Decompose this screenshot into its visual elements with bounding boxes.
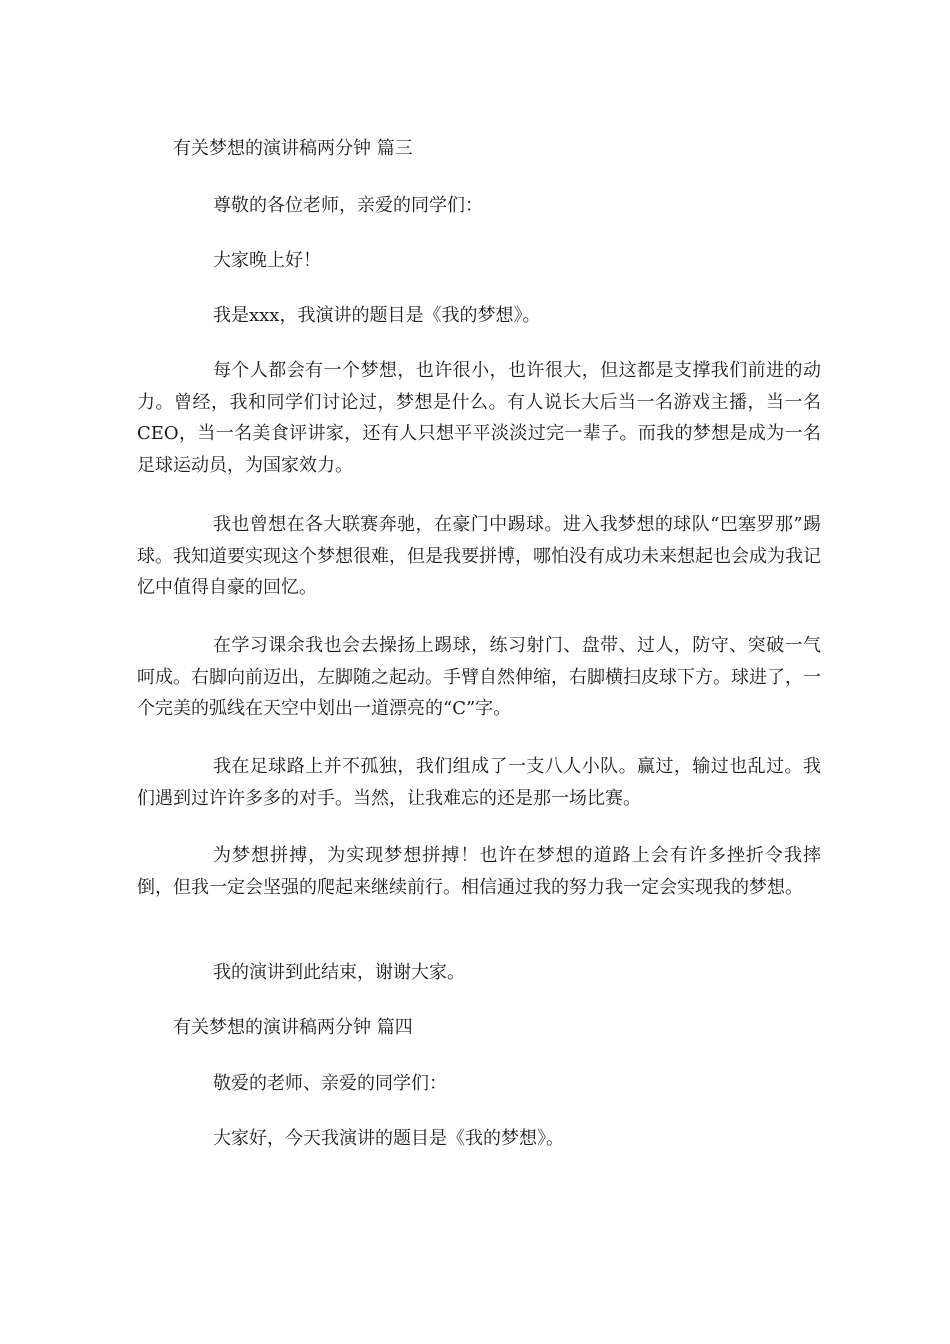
section-3-title: 有关梦想的演讲稿两分钟 篇三 (173, 138, 413, 159)
section-4-title: 有关梦想的演讲稿两分钟 篇四 (173, 1017, 413, 1038)
section-4-greeting: 大家好，今天我演讲的题目是《我的梦想》。 (213, 1128, 564, 1149)
section-3-greeting: 大家晚上好！ (213, 250, 321, 271)
section-3-paragraph-2: 我也曾想在各大联赛奔驰，在豪门中踢球。进入我梦想的球队“巴塞罗那”踢球。我知道要实现这个梦想很难，但是我要拼博，哪怕没有成功未来想起也会成为我记忆中值得自豪的回忆。 (137, 514, 821, 598)
section-3-paragraph-1: 每个人都会有一个梦想，也许很小，也许很大，但这都是支撑我们前进的动力。曾经，我和同学们讨论过，梦想是什么。有人说长大后当一名游戏主播，当一名CEO，当一名美食评讲家，还有人只想平平淡淡过完一辈子。而我的梦想是成为一名足球运动员，为国家效力。 (137, 360, 821, 476)
section-3-paragraph-3: 在学习课余我也会去操扬上踢球，练习射门、盘带、过人，防守、突破一气呵成。右脚向前迈出，左脚随之起动。手臂自然伸缩，右脚横扫皮球下方。球进了，一个完美的弧线在天空中划出一道漂亮的“C”字。 (137, 635, 821, 719)
section-3-intro: 我是xxx，我演讲的题目是《我的梦想》。 (213, 305, 541, 326)
section-4-salutation: 敬爱的老师、亲爱的同学们： (213, 1073, 447, 1094)
section-3-paragraph-5: 为梦想拼搏，为实现梦想拼搏！也许在梦想的道路上会有许多挫折令我摔倒，但我一定会坚强的爬起来继续前行。相信通过我的努力我一定会实现我的梦想。 (137, 845, 821, 898)
section-3-closing: 我的演讲到此结束，谢谢大家。 (213, 962, 465, 983)
section-3-paragraph-4: 我在足球路上并不孤独，我们组成了一支八人小队。赢过，输过也乱过。我们遇到过许许多多的对手。当然，让我难忘的还是那一场比赛。 (137, 756, 821, 809)
section-3-salutation: 尊敬的各位老师，亲爱的同学们： (213, 195, 483, 216)
